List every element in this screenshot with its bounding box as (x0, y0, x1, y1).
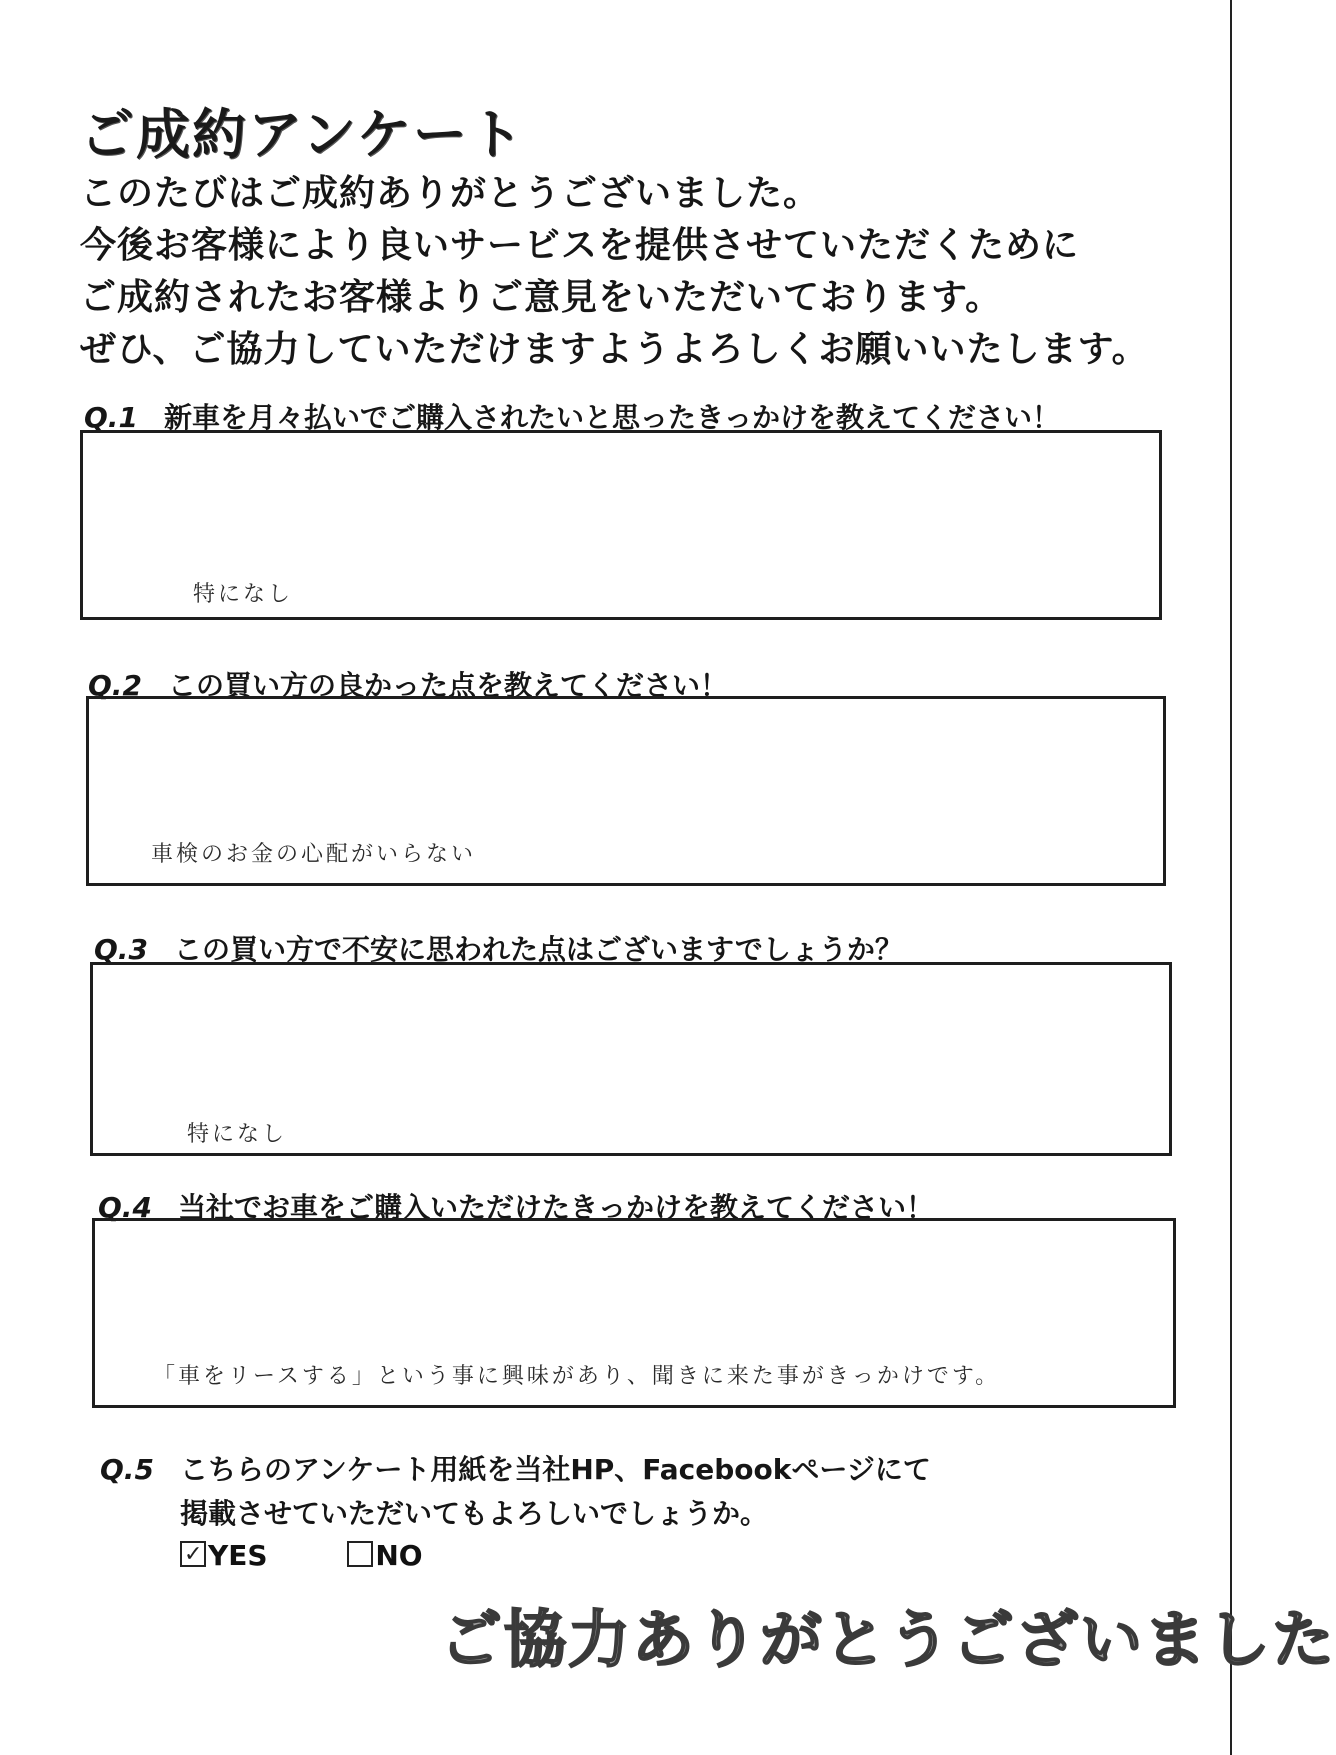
yes-checkbox[interactable] (180, 1541, 206, 1567)
question-5-line: 掲載させていただいてもよろしいでしょうか。 (180, 1497, 769, 1530)
yes-label: YES (208, 1539, 268, 1572)
question-text: 新車を月々払いでご購入されたいと思ったきっかけを教えてください！ (164, 401, 1061, 434)
answer-box-1[interactable] (80, 430, 1162, 620)
no-label: NO (375, 1539, 423, 1572)
scan-edge-line (1230, 0, 1232, 1755)
question-number: Q.1 (84, 401, 138, 434)
handwritten-answer: 「車をリースする」という事に興味があり、聞きに来た事がきっかけです。 (153, 1364, 1001, 1389)
question-number: Q.5 (100, 1453, 154, 1486)
question-text: 当社でお車をご購入いただけたきっかけを教えてください！ (178, 1191, 935, 1224)
answer-box-2[interactable] (86, 696, 1166, 886)
question-text: この買い方の良かった点を教えてください！ (168, 669, 729, 702)
question-number: Q.3 (94, 933, 148, 966)
question-5-line (100, 1448, 1100, 1492)
handwritten-answer: 特になし (187, 1122, 288, 1147)
no-checkbox[interactable] (347, 1541, 373, 1567)
yes-option[interactable] (180, 1536, 268, 1576)
handwritten-answer: 車検のお金の心配がいらない (151, 842, 477, 867)
no-option[interactable] (347, 1536, 422, 1576)
consent-options (100, 1536, 1100, 1576)
question-text: この買い方で不安に思われた点はございますでしょうか？ (174, 933, 903, 966)
question-number: Q.4 (98, 1191, 152, 1224)
question-text: こちらのアンケート用紙を当社HP、Facebookページにて (180, 1453, 931, 1486)
intro-line: ぜひ、ご協力していただけますようよろしくお願いいたします。 (80, 329, 1149, 370)
answer-box-4[interactable] (92, 1218, 1176, 1408)
thank-you-message: ご協力ありがとうございました (440, 1603, 1336, 1676)
intro-line: ご成約されたお客様よりご意見をいただいております。 (80, 277, 1003, 318)
form-title: ご成約アンケート (80, 103, 525, 166)
intro-line: このたびはご成約ありがとうございました。 (80, 173, 821, 214)
question-5 (100, 1448, 1100, 1576)
question-number: Q.2 (88, 669, 142, 702)
intro-line: 今後お客様により良いサービスを提供させていただくために (80, 225, 1080, 266)
answer-box-3[interactable] (90, 962, 1172, 1156)
handwritten-answer: 特になし (193, 582, 294, 607)
intro-text (80, 168, 1180, 376)
check-mark-icon: ✓ (184, 1542, 203, 1567)
